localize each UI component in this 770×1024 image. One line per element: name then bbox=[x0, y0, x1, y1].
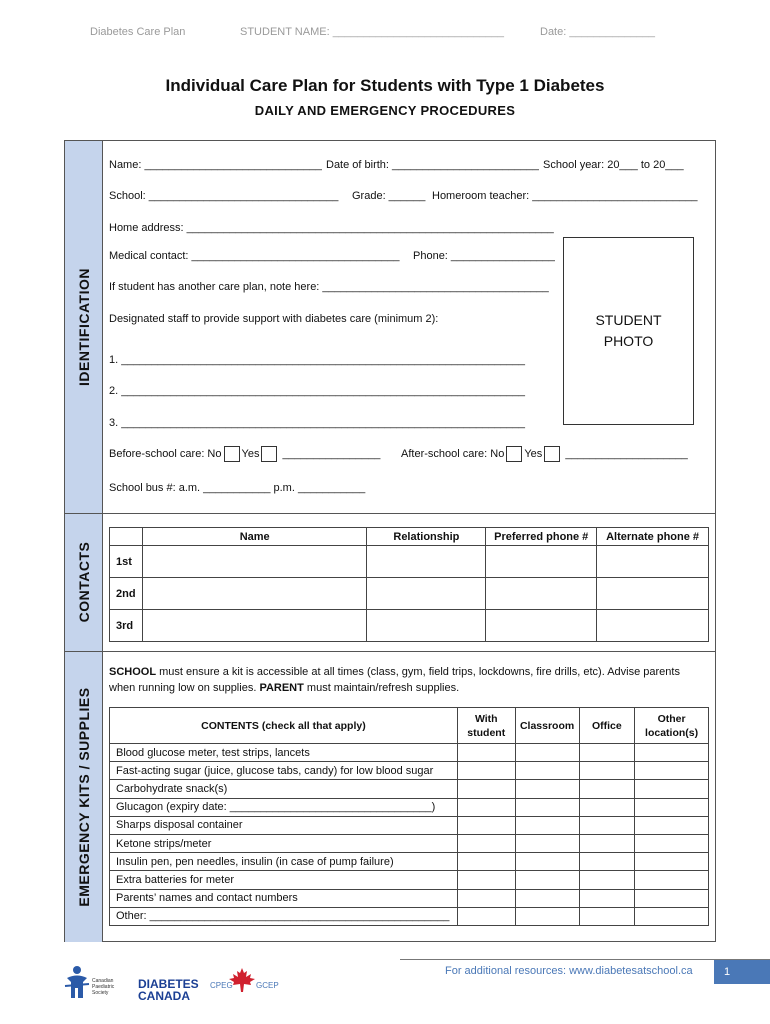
phone-field[interactable]: Phone: _________________ bbox=[413, 250, 555, 262]
cpeg-logo bbox=[210, 967, 280, 1007]
table-row bbox=[110, 907, 709, 925]
kit-check-cell-classroom[interactable] bbox=[515, 853, 579, 871]
date-field[interactable]: Date: ______________ bbox=[540, 26, 655, 38]
table-header: Relationship bbox=[367, 528, 486, 546]
table-row bbox=[110, 578, 709, 610]
table-header: With student bbox=[457, 708, 515, 744]
kit-check-cell-classroom[interactable] bbox=[515, 780, 579, 798]
kit-item-label: Extra batteries for meter bbox=[110, 871, 458, 889]
diabetes-canada-logo bbox=[138, 978, 199, 1002]
intro-text: must ensure a kit is accessible at all times (class, gym, field trips, lockdowns, fire drills, etc). Advise parents when running low on supplies. bbox=[109, 666, 680, 694]
logo-text: DIABETES bbox=[138, 977, 199, 991]
kit-item-label: Fast-acting sugar (juice, glucose tabs, candy) for low blood sugar bbox=[110, 762, 458, 780]
kit-item-label: Insulin pen, pen needles, insulin (in case of pump failure) bbox=[110, 853, 458, 871]
kit-check-cell-office[interactable] bbox=[579, 853, 635, 871]
kit-check-cell-with-student[interactable] bbox=[457, 889, 515, 907]
kit-check-cell-other-location[interactable] bbox=[635, 889, 709, 907]
logo-text: Canadian bbox=[92, 978, 114, 984]
cps-logo-icon bbox=[64, 964, 94, 1002]
kit-check-cell-office[interactable] bbox=[579, 816, 635, 834]
kit-check-cell-with-student[interactable] bbox=[457, 871, 515, 889]
school-year-field[interactable]: School year: 20___ to 20___ bbox=[543, 159, 684, 171]
page-number: 1 bbox=[714, 960, 770, 984]
table-row bbox=[110, 762, 709, 780]
kit-check-cell-classroom[interactable] bbox=[515, 871, 579, 889]
home-address-field[interactable]: Home address: ____________________________________________________________ bbox=[109, 222, 554, 234]
dob-field[interactable]: Date of birth: ________________________ bbox=[326, 159, 539, 171]
school-bus-field[interactable]: School bus #: a.m. ___________ p.m. ___________ bbox=[109, 482, 366, 494]
photo-label: STUDENT bbox=[595, 312, 662, 328]
staff-line-1[interactable]: 1. __________________________________________________________________ bbox=[109, 354, 525, 366]
after-school-care bbox=[401, 446, 688, 462]
table-header: Name bbox=[142, 528, 366, 546]
before-school-yes-checkbox[interactable] bbox=[261, 446, 277, 462]
contacts-table bbox=[109, 527, 709, 642]
kit-check-cell-with-student[interactable] bbox=[457, 816, 515, 834]
contact-order: 1st bbox=[110, 546, 143, 578]
kit-check-cell-other-location[interactable] bbox=[635, 762, 709, 780]
student-name-field[interactable]: STUDENT NAME: ____________________________ bbox=[240, 26, 504, 38]
contact-relationship-cell[interactable] bbox=[367, 610, 486, 642]
intro-parent: PARENT bbox=[259, 682, 304, 694]
intro-school: SCHOOL bbox=[109, 666, 157, 678]
contact-relationship-cell[interactable] bbox=[367, 578, 486, 610]
kit-check-cell-other-location[interactable] bbox=[635, 744, 709, 762]
grade-field[interactable]: Grade: ______ bbox=[352, 190, 426, 202]
table-row bbox=[110, 871, 709, 889]
table-row bbox=[110, 816, 709, 834]
contacts-label: CONTACTS bbox=[75, 541, 92, 623]
plan-name: Diabetes Care Plan bbox=[90, 26, 186, 38]
kit-check-cell-classroom[interactable] bbox=[515, 762, 579, 780]
contact-order: 3rd bbox=[110, 610, 143, 642]
name-field[interactable]: Name: _____________________________ bbox=[109, 159, 322, 171]
staff-line-3[interactable]: 3. __________________________________________________________________ bbox=[109, 417, 525, 429]
kits-band bbox=[65, 651, 103, 942]
contact-preferred-phone-cell[interactable] bbox=[486, 610, 597, 642]
kit-item-label: Blood glucose meter, test strips, lancets bbox=[110, 744, 458, 762]
logo-text: Paediatric bbox=[92, 984, 115, 990]
after-school-yes-checkbox[interactable] bbox=[544, 446, 560, 462]
logo-text: CPEG bbox=[210, 981, 233, 990]
contact-relationship-cell[interactable] bbox=[367, 546, 486, 578]
table-header: Office bbox=[579, 708, 635, 744]
kit-item-label: Ketone strips/meter bbox=[110, 834, 458, 852]
table-row bbox=[110, 853, 709, 871]
kit-item-label: Other: _________________________________________________ bbox=[110, 907, 458, 925]
before-school-no-checkbox[interactable] bbox=[224, 446, 240, 462]
kit-item-label: Glucagon (expiry date: _________________________________) bbox=[110, 798, 458, 816]
logo-text: Society bbox=[92, 990, 109, 996]
table-row bbox=[110, 780, 709, 798]
kit-check-cell-office[interactable] bbox=[579, 871, 635, 889]
school-field[interactable]: School: _______________________________ bbox=[109, 190, 339, 202]
kit-check-cell-other-location[interactable] bbox=[635, 780, 709, 798]
kit-check-cell-with-student[interactable] bbox=[457, 744, 515, 762]
photo-label: PHOTO bbox=[603, 333, 654, 349]
kit-check-cell-other-location[interactable] bbox=[635, 798, 709, 816]
designated-staff-label: Designated staff to provide support with diabetes care (minimum 2): bbox=[109, 313, 439, 325]
kit-check-cell-other-location[interactable] bbox=[635, 853, 709, 871]
kits-table bbox=[109, 707, 709, 926]
kit-check-cell-office[interactable] bbox=[579, 744, 635, 762]
kit-check-cell-with-student[interactable] bbox=[457, 834, 515, 852]
table-row bbox=[110, 798, 709, 816]
contacts-band bbox=[65, 513, 103, 651]
identification-label: IDENTIFICATION bbox=[75, 268, 92, 386]
kit-item-label: Sharps disposal container bbox=[110, 816, 458, 834]
before-school-label: Before-school care: No bbox=[109, 447, 222, 460]
table-row bbox=[110, 834, 709, 852]
kit-check-cell-other-location[interactable] bbox=[635, 834, 709, 852]
contact-alternate-phone-cell[interactable] bbox=[597, 578, 709, 610]
before-school-care bbox=[109, 446, 380, 462]
kit-check-cell-with-student[interactable] bbox=[457, 907, 515, 925]
kit-check-cell-other-location[interactable] bbox=[635, 907, 709, 925]
divider bbox=[65, 513, 715, 514]
contact-name-cell[interactable] bbox=[142, 546, 366, 578]
kit-check-cell-with-student[interactable] bbox=[457, 798, 515, 816]
after-school-no-checkbox[interactable] bbox=[506, 446, 522, 462]
kit-check-cell-with-student[interactable] bbox=[457, 853, 515, 871]
medical-contact-field[interactable]: Medical contact: __________________________________ bbox=[109, 250, 400, 262]
contact-preferred-phone-cell[interactable] bbox=[486, 546, 597, 578]
table-header: CONTENTS (check all that apply) bbox=[110, 708, 458, 744]
logo-text: GCEP bbox=[256, 981, 279, 990]
after-school-label: After-school care: No bbox=[401, 447, 505, 460]
kit-check-cell-classroom[interactable] bbox=[515, 816, 579, 834]
kit-check-cell-office[interactable] bbox=[579, 889, 635, 907]
contact-order: 2nd bbox=[110, 578, 143, 610]
before-school-blank[interactable]: ________________ bbox=[282, 447, 381, 460]
other-plan-field[interactable]: If student has another care plan, note here: _____________________________________ bbox=[109, 281, 549, 293]
table-header: Classroom bbox=[515, 708, 579, 744]
table-row bbox=[110, 546, 709, 578]
student-photo-box bbox=[563, 237, 694, 425]
yes-label: Yes bbox=[241, 447, 260, 460]
page-subtitle: DAILY AND EMERGENCY PROCEDURES bbox=[254, 103, 516, 118]
kit-check-cell-with-student[interactable] bbox=[457, 762, 515, 780]
identification-band bbox=[65, 141, 103, 513]
yes-label: Yes bbox=[524, 447, 543, 460]
staff-line-2[interactable]: 2. __________________________________________________________________ bbox=[109, 385, 525, 397]
kit-check-cell-classroom[interactable] bbox=[515, 798, 579, 816]
contact-name-cell[interactable] bbox=[142, 610, 366, 642]
table-row bbox=[110, 889, 709, 907]
kit-check-cell-classroom[interactable] bbox=[515, 907, 579, 925]
kit-check-cell-office[interactable] bbox=[579, 834, 635, 852]
after-school-blank[interactable]: ____________________ bbox=[565, 447, 688, 460]
table-header bbox=[110, 528, 143, 546]
homeroom-field[interactable]: Homeroom teacher: ___________________________ bbox=[432, 190, 698, 202]
kit-check-cell-other-location[interactable] bbox=[635, 871, 709, 889]
table-header: Alternate phone # bbox=[597, 528, 709, 546]
contact-alternate-phone-cell[interactable] bbox=[597, 546, 709, 578]
kit-check-cell-office[interactable] bbox=[579, 780, 635, 798]
table-row bbox=[110, 744, 709, 762]
resources-link[interactable]: For additional resources: www.diabetesatschool.ca bbox=[445, 965, 693, 977]
kit-check-cell-office[interactable] bbox=[579, 762, 635, 780]
kit-check-cell-classroom[interactable] bbox=[515, 744, 579, 762]
contact-preferred-phone-cell[interactable] bbox=[486, 578, 597, 610]
kit-item-label: Carbohydrate snack(s) bbox=[110, 780, 458, 798]
kit-check-cell-other-location[interactable] bbox=[635, 816, 709, 834]
kit-check-cell-office[interactable] bbox=[579, 907, 635, 925]
divider bbox=[65, 651, 715, 652]
cps-logo bbox=[64, 964, 134, 1004]
contact-alternate-phone-cell[interactable] bbox=[597, 610, 709, 642]
kit-check-cell-with-student[interactable] bbox=[457, 780, 515, 798]
kit-check-cell-office[interactable] bbox=[579, 798, 635, 816]
page-title: Individual Care Plan for Students with Type 1 Diabetes bbox=[165, 76, 605, 95]
kit-item-label: Parents’ names and contact numbers bbox=[110, 889, 458, 907]
intro-text: must maintain/refresh supplies. bbox=[303, 682, 460, 694]
kits-label: EMERGENCY KITS / SUPPLIES bbox=[75, 686, 92, 907]
table-row bbox=[110, 610, 709, 642]
kit-check-cell-classroom[interactable] bbox=[515, 889, 579, 907]
table-header: Preferred phone # bbox=[486, 528, 597, 546]
table-header: Other location(s) bbox=[635, 708, 709, 744]
kit-check-cell-classroom[interactable] bbox=[515, 834, 579, 852]
contact-name-cell[interactable] bbox=[142, 578, 366, 610]
kits-intro bbox=[109, 664, 709, 696]
logo-text: CANADA bbox=[138, 989, 190, 1003]
